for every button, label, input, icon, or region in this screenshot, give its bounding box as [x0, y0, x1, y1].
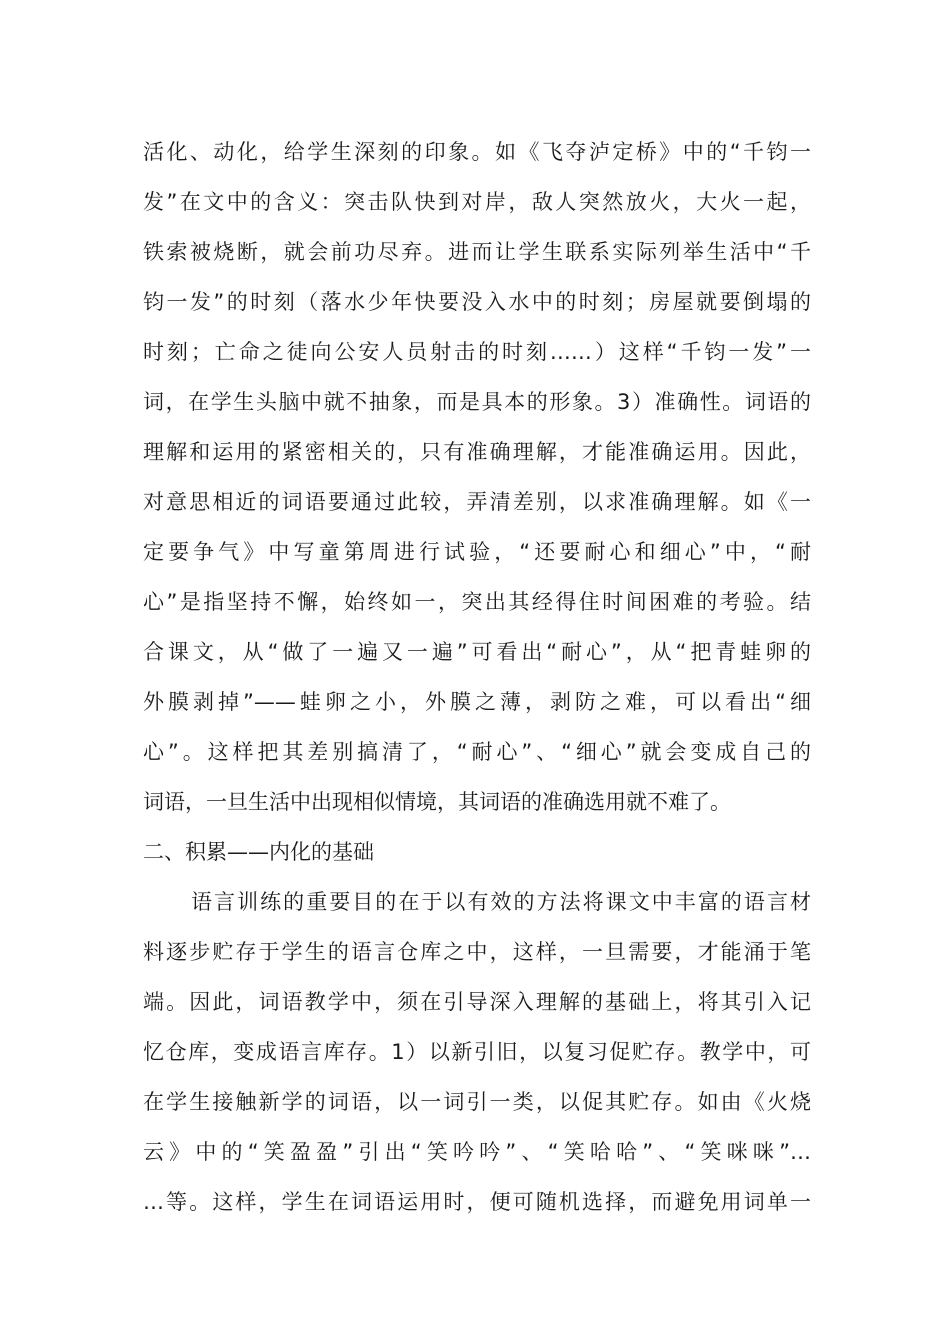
text-line: 理解和运用的紧密相关的，只有准确理解，才能准确运用。因此， [143, 440, 811, 464]
text-line: 词，在学生头脑中就不抽象，而是具本的形象。3）准确性。词语的 [143, 390, 811, 414]
text-line: 心”。这样把其差别搞清了，“耐心”、“细心”就会变成自己的 [143, 740, 811, 764]
text-line: 钧一发”的时刻（落水少年快要没入水中的时刻；房屋就要倒塌的 [143, 290, 811, 314]
text-line: 发”在文中的含义：突击队快到对岸，敌人突然放火，大火一起， [143, 190, 811, 214]
text-line: 在学生接触新学的词语，以一词引一类，以促其贮存。如由《火烧 [143, 1090, 811, 1114]
text-line: 料逐步贮存于学生的语言仓库之中，这样，一旦需要，才能涌于笔 [143, 940, 811, 964]
text-line: 对意思相近的词语要通过此较，弄清差别，以求准确理解。如《一 [143, 490, 811, 514]
text-line: 忆仓库，变成语言库存。1）以新引旧，以复习促贮存。教学中，可 [143, 1040, 811, 1064]
text-line: 活化、动化，给学生深刻的印象。如《飞夺泸定桥》中的“千钧一 [143, 140, 811, 164]
text-line: 铁索被烧断，就会前功尽弃。进而让学生联系实际列举生活中“千 [143, 240, 811, 264]
section-heading: 二、积累——内化的基础 [143, 840, 374, 864]
text-line: 合课文，从“做了一遍又一遍”可看出“耐心”，从“把青蛙卵的 [143, 640, 811, 664]
text-line: …等。这样，学生在词语运用时，便可随机选择，而避免用词单一 [143, 1190, 811, 1214]
body-text [143, 127, 811, 1227]
text-line: 端。因此，词语教学中，须在引导深入理解的基础上，将其引入记 [143, 990, 811, 1014]
text-line: 云》中的“笑盈盈”引出“笑吟吟”、“笑哈哈”、“笑咪咪”… [143, 1140, 811, 1164]
text-line: 外膜剥掉”——蛙卵之小，外膜之薄，剥防之难，可以看出“细 [143, 690, 811, 714]
text-line: 心”是指坚持不懈，始终如一，突出其经得住时间困难的考验。结 [143, 590, 811, 614]
text-line: 时刻；亡命之徒向公安人员射击的时刻……）这样“千钧一发”一 [143, 340, 811, 364]
text-line: 语言训练的重要目的在于以有效的方法将课文中丰富的语言材 [191, 890, 811, 914]
text-line: 词语，一旦生活中出现相似情境，其词语的准确选用就不难了。 [143, 790, 731, 814]
text-line: 定要争气》中写童第周进行试验，“还要耐心和细心”中，“耐 [143, 540, 811, 564]
